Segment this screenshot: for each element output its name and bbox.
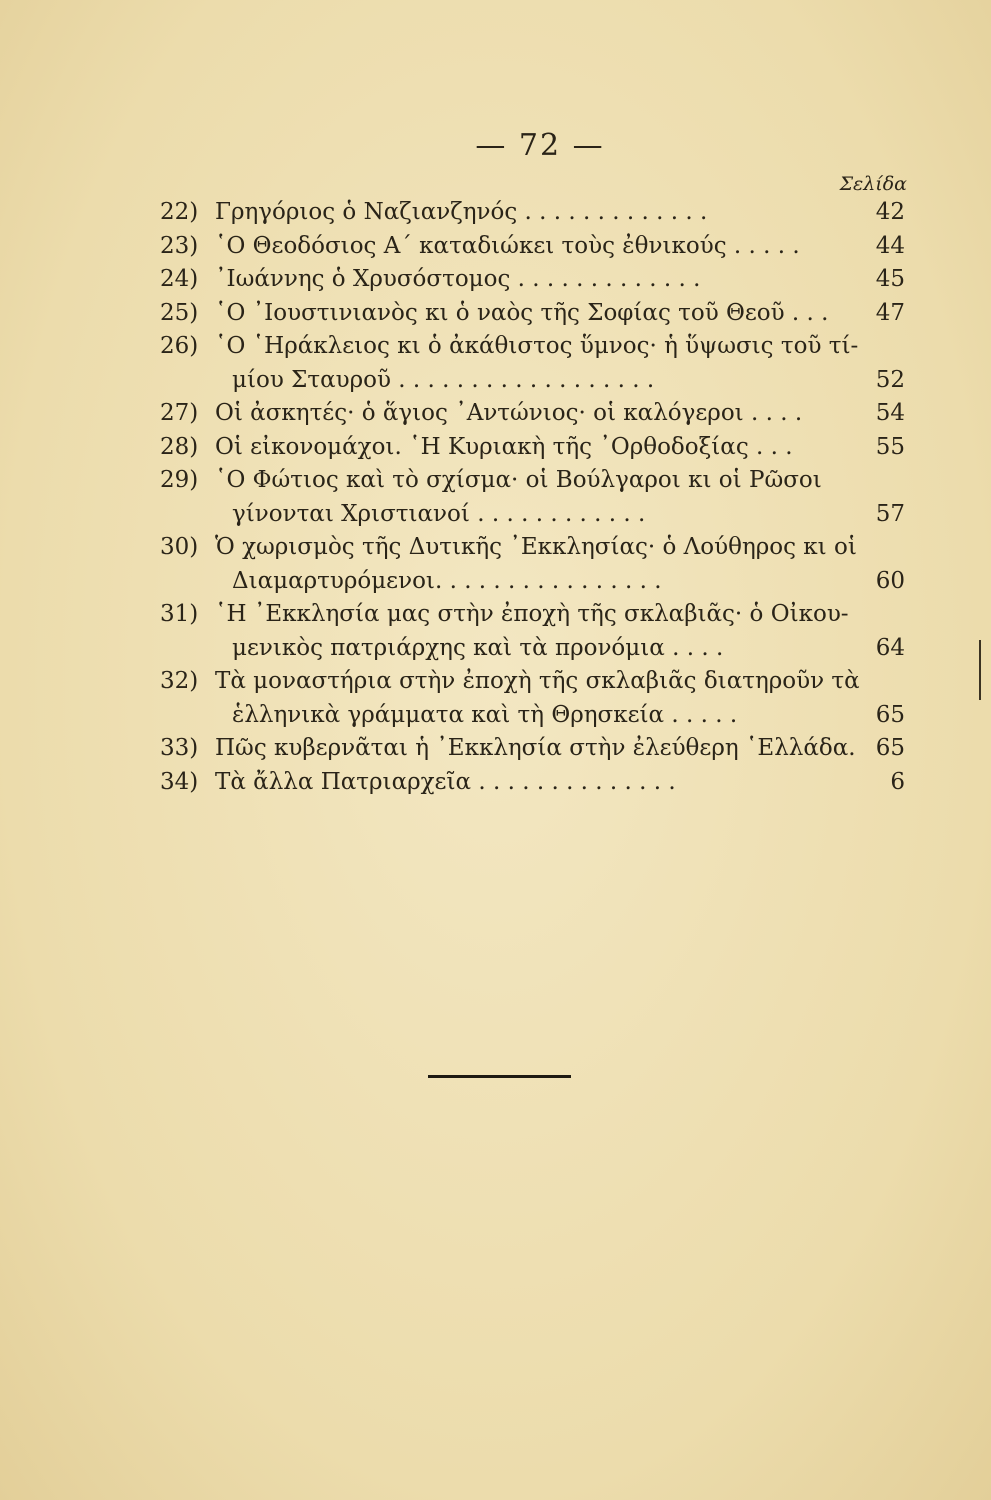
toc-entry-line [160, 364, 905, 398]
entry-page-number: 45 [875, 266, 905, 292]
entry-number: 28) [160, 433, 199, 460]
page-number: — 72 — [475, 128, 605, 163]
entry-page-number: 6 [890, 768, 905, 795]
entry-number: 31) [160, 601, 199, 627]
entry-title: ῾Η ᾿Εκκλησία μας στὴν ἐποχὴ τῆς σκλαβιᾶς· ὁ Οἰκου- [215, 601, 849, 627]
entry-title: Οἱ εἰκονομάχοι. ῾Η Κυριακὴ τῆς ᾿Ορθοδοξίας . . . [215, 433, 793, 460]
entry-title: ῾Ο Θεοδόσιος Α΄ καταδιώκει τοὺς ἐθνικούς . . . . . [215, 232, 800, 259]
page-edge-mark [979, 640, 981, 700]
entry-number: 30) [160, 534, 199, 560]
toc-entry-line [160, 565, 905, 599]
entry-title: ᾿Ιωάννης ὁ Χρυσόστομος . . . . . . . . . . . . . [215, 266, 701, 292]
toc-entry-line [160, 732, 905, 766]
toc-entry-line [160, 766, 905, 800]
entry-title: ῾Ο ᾿Ιουστινιανὸς κι ὁ ναὸς τῆς Σοφίας τοῦ Θεοῦ . . . [215, 299, 829, 326]
entry-title: μίου Σταυροῦ . . . . . . . . . . . . . . . . . . [232, 366, 655, 393]
entry-page-number: 64 [875, 634, 905, 661]
entry-title: μενικὸς πατριάρχης καὶ τὰ προνόμια . . . . [232, 634, 724, 661]
entry-number: 22) [160, 199, 199, 225]
entry-title: ῾Ο ῾Ηράκλειος κι ὁ ἀκάθιστος ὕμνος· ἡ ὕψωσις τοῦ τί- [215, 333, 859, 359]
entry-number: 27) [160, 400, 199, 426]
entry-number: 34) [160, 768, 199, 795]
toc-entry-line [160, 230, 905, 264]
entry-number: 26) [160, 333, 199, 359]
entry-title: Διαμαρτυρόμενοι. . . . . . . . . . . . . . . . [232, 567, 662, 594]
toc-entry-line [160, 632, 905, 666]
entry-number: 25) [160, 299, 199, 326]
entry-number: 33) [160, 735, 199, 761]
toc-entry-line [160, 531, 905, 565]
toc-entry-line [160, 498, 905, 532]
entry-page-number: 54 [875, 400, 905, 426]
table-of-contents [160, 196, 905, 799]
entry-page-number: 57 [875, 500, 905, 527]
entry-title: Ὁ χωρισμὸς τῆς Δυτικῆς ᾿Εκκλησίας· ὁ Λούθηρος κι οἱ [215, 534, 857, 560]
toc-entry-line [160, 330, 905, 364]
entry-page-number: 52 [875, 366, 905, 393]
toc-entry-line [160, 431, 905, 465]
column-header: Σελίδα [839, 173, 907, 195]
entry-title: Τὰ μοναστήρια στὴν ἐποχὴ τῆς σκλαβιᾶς διατηροῦν τὰ [215, 668, 860, 694]
entry-title: Γρηγόριος ὁ Ναζιανζηνός . . . . . . . . . . . . . [215, 199, 708, 225]
entry-title: ῾Ο Φώτιος καὶ τὸ σχίσμα· οἱ Βούλγαροι κι οἱ Ρῶσοι [215, 467, 822, 493]
toc-entry-line [160, 196, 905, 230]
entry-number: 23) [160, 232, 199, 259]
entry-title: Οἱ ἀσκητές· ὁ ἅγιος ᾿Αντώνιος· οἱ καλόγεροι . . . . [215, 400, 803, 426]
toc-entry-line [160, 699, 905, 733]
toc-entry-line [160, 464, 905, 498]
entry-number: 24) [160, 266, 199, 292]
entry-number: 29) [160, 467, 199, 493]
entry-page-number: 47 [875, 299, 905, 326]
toc-entry-line [160, 263, 905, 297]
divider-rule [428, 1075, 571, 1078]
entry-title: ἑλληνικὰ γράμματα καὶ τὴ Θρησκεία . . . . . [232, 701, 738, 728]
entry-page-number: 42 [875, 199, 905, 225]
entry-title: Πῶς κυβερνᾶται ἡ ᾿Εκκλησία στὴν ἐλεύθερη ῾Ελλάδα. [215, 735, 856, 761]
entry-page-number: 44 [875, 232, 905, 259]
entry-title: Τὰ ἄλλα Πατριαρχεῖα . . . . . . . . . . . . . . [215, 768, 676, 795]
entry-page-number: 65 [875, 701, 905, 728]
entry-page-number: 65 [875, 735, 905, 761]
entry-number: 32) [160, 668, 199, 694]
entry-title: γίνονται Χριστιανοί . . . . . . . . . . . . [232, 500, 646, 527]
entry-page-number: 55 [875, 433, 905, 460]
entry-page-number: 60 [875, 567, 905, 594]
toc-entry-line [160, 665, 905, 699]
toc-entry-line [160, 397, 905, 431]
toc-entry-line [160, 297, 905, 331]
toc-entry-line [160, 598, 905, 632]
